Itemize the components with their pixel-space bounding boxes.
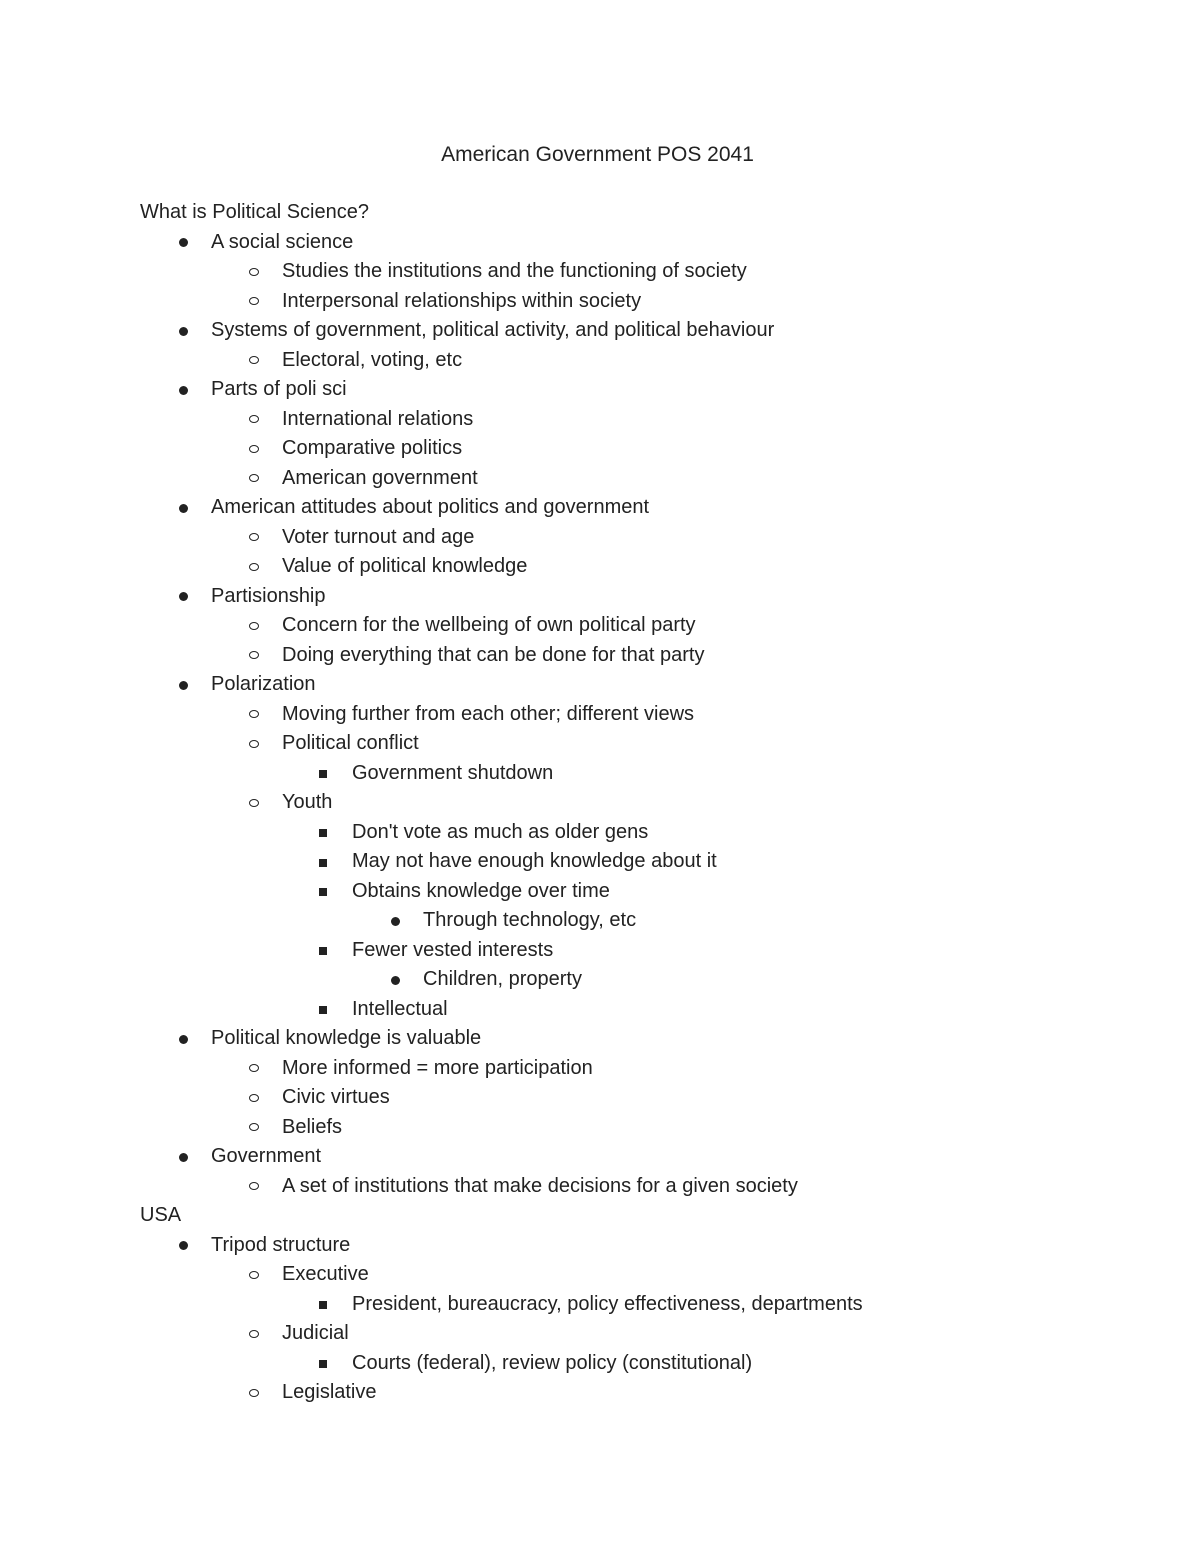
list-item-text: Fewer vested interests — [352, 938, 554, 961]
list-item — [140, 641, 1140, 671]
list-item — [140, 936, 1140, 966]
outline-list — [140, 198, 1140, 1408]
square-bullet-icon — [319, 829, 327, 837]
disc-bullet-icon — [179, 1153, 188, 1162]
circle-bullet-icon — [249, 1389, 259, 1397]
disc-bullet-icon — [179, 327, 188, 336]
list-item — [140, 670, 1140, 700]
list-item — [140, 818, 1140, 848]
list-item — [140, 287, 1140, 317]
circle-bullet-icon — [249, 297, 259, 305]
list-item-text: Obtains knowledge over time — [352, 879, 610, 902]
list-item-text: Studies the institutions and the functioning of society — [282, 260, 747, 282]
list-item-text: Moving further from each other; different views — [282, 702, 695, 725]
list-item-text: Beliefs — [282, 1115, 343, 1138]
list-item-text: Systems of government, political activity, and political behaviour — [211, 319, 775, 341]
list-item — [140, 759, 1140, 789]
disc-bullet-icon — [179, 1035, 188, 1044]
list-item — [140, 995, 1140, 1025]
list-item — [140, 228, 1140, 258]
square-bullet-icon — [319, 947, 327, 955]
square-bullet-icon — [319, 859, 327, 867]
circle-bullet-icon — [249, 1330, 259, 1338]
list-item — [140, 316, 1140, 346]
circle-bullet-icon — [249, 356, 259, 364]
square-bullet-icon — [319, 888, 327, 896]
list-item — [140, 1319, 1140, 1349]
list-item — [140, 1142, 1140, 1172]
list-item — [140, 729, 1140, 759]
circle-bullet-icon — [249, 1094, 259, 1102]
disc-bullet-icon — [179, 386, 188, 395]
circle-bullet-icon — [249, 710, 259, 718]
list-item-text: Political conflict — [282, 732, 419, 754]
list-item-text: Polarization — [211, 673, 316, 695]
circle-bullet-icon — [249, 474, 259, 482]
circle-bullet-icon — [249, 533, 259, 541]
list-item — [140, 405, 1140, 435]
circle-bullet-icon — [249, 563, 259, 571]
list-item-text: Judicial — [282, 1322, 349, 1344]
list-item-text: USA — [140, 1204, 182, 1226]
list-item-text: May not have enough knowledge about it — [352, 850, 717, 872]
list-item — [140, 1054, 1140, 1084]
circle-bullet-icon — [249, 1271, 259, 1279]
circle-bullet-icon — [249, 622, 259, 630]
list-item — [140, 375, 1140, 405]
disc-bullet-icon — [179, 681, 188, 690]
list-item-text: American attitudes about politics and government — [211, 496, 650, 518]
circle-bullet-icon — [249, 651, 259, 659]
list-item — [140, 965, 1140, 995]
disc-bullet-icon — [179, 1241, 188, 1250]
list-item-text: Concern for the wellbeing of own political party — [282, 614, 696, 636]
disc-bullet-icon — [391, 976, 400, 985]
list-item — [140, 464, 1140, 494]
square-bullet-icon — [319, 1006, 327, 1014]
list-item-text: Legislative — [282, 1381, 377, 1403]
list-item-text: Government — [211, 1145, 322, 1167]
list-item — [140, 1231, 1140, 1261]
list-item-text: What is Political Science? — [140, 201, 369, 223]
list-item-text: Government shutdown — [352, 761, 554, 784]
list-item-text: Executive — [282, 1263, 369, 1285]
circle-bullet-icon — [249, 445, 259, 453]
list-item — [140, 788, 1140, 818]
list-item-text: Tripod structure — [211, 1233, 351, 1256]
list-item — [140, 346, 1140, 376]
list-item — [140, 847, 1140, 877]
list-item-text: Electoral, voting, etc — [282, 348, 463, 371]
list-item-text: Political knowledge is valuable — [211, 1027, 482, 1049]
list-item-text: President, bureaucracy, policy effectiveness, departments — [352, 1292, 863, 1315]
disc-bullet-icon — [179, 504, 188, 513]
square-bullet-icon — [319, 1301, 327, 1309]
square-bullet-icon — [319, 1360, 327, 1368]
disc-bullet-icon — [179, 238, 188, 247]
disc-bullet-icon — [391, 917, 400, 926]
list-item-text: Value of political knowledge — [282, 555, 528, 577]
list-item — [140, 877, 1140, 907]
list-item-text: A social science — [211, 230, 354, 253]
list-item — [140, 1349, 1140, 1379]
list-item-text: Youth — [282, 791, 333, 813]
list-item-text: International relations — [282, 407, 474, 430]
list-item — [140, 906, 1140, 936]
square-bullet-icon — [319, 770, 327, 778]
circle-bullet-icon — [249, 799, 259, 807]
list-item — [140, 1260, 1140, 1290]
list-item-text: Partisionship — [211, 584, 326, 607]
list-item — [140, 582, 1140, 612]
list-item — [140, 1113, 1140, 1143]
list-item — [140, 1290, 1140, 1320]
circle-bullet-icon — [249, 1182, 259, 1190]
list-item-text: American government — [282, 466, 478, 489]
list-item — [140, 1378, 1140, 1408]
section-heading — [140, 198, 1140, 228]
list-item — [140, 700, 1140, 730]
circle-bullet-icon — [249, 740, 259, 748]
list-item-text: Don't vote as much as older gens — [352, 820, 649, 843]
list-item-text: A set of institutions that make decisions for a given society — [282, 1174, 798, 1197]
circle-bullet-icon — [249, 415, 259, 423]
list-item — [140, 552, 1140, 582]
list-item-text: Courts (federal), review policy (constitutional) — [352, 1351, 753, 1374]
list-item-text: Comparative politics — [282, 437, 463, 459]
list-item-text: Intellectual — [352, 997, 448, 1020]
list-item — [140, 1024, 1140, 1054]
section-heading — [140, 1201, 1140, 1231]
list-item-text: Doing everything that can be done for that party — [282, 643, 705, 666]
disc-bullet-icon — [179, 592, 188, 601]
document-title: American Government POS 2041 — [441, 143, 754, 166]
list-item-text: Civic virtues — [282, 1086, 390, 1108]
list-item-text: Interpersonal relationships within society — [282, 289, 642, 312]
list-item-text: Children, property — [423, 968, 582, 990]
list-item — [140, 434, 1140, 464]
list-item-text: Parts of poli sci — [211, 378, 347, 400]
list-item — [140, 611, 1140, 641]
list-item-text: Voter turnout and age — [282, 525, 475, 548]
list-item-text: More informed = more participation — [282, 1056, 593, 1079]
circle-bullet-icon — [249, 1064, 259, 1072]
list-item — [140, 493, 1140, 523]
list-item — [140, 1172, 1140, 1202]
list-item — [140, 257, 1140, 287]
list-item — [140, 523, 1140, 553]
circle-bullet-icon — [249, 1123, 259, 1131]
list-item-text: Through technology, etc — [423, 909, 637, 931]
list-item — [140, 1083, 1140, 1113]
circle-bullet-icon — [249, 268, 259, 276]
